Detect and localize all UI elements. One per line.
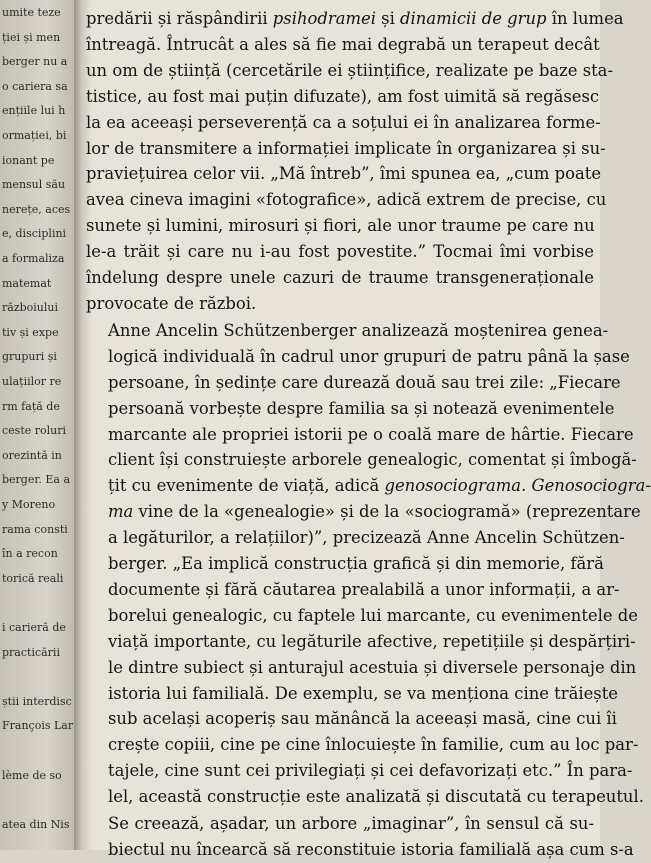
text-line [86,32,600,58]
text-run: a legăturilor, a relațiilor)”, precizează Anne Ancelin Schützen- [108,528,625,548]
text-run: marcante ale propriei istorii pe o coală mare de hârtie. Fiecare [108,424,634,444]
adjacent-page-line: grupuri și [2,350,57,364]
text-line [86,681,618,707]
italic-term: Genosociogra- [531,476,651,496]
italic-term: genosociograma [384,476,522,496]
adjacent-page-line: rm față de [2,399,60,413]
text-run: avea cineva imagini «fotografice», adică extrem de precise, cu [86,190,607,210]
text-run: un om de știință (cercetările ei științifice, realizate pe baze sta- [86,60,613,80]
adjacent-page-line: berger nu a [2,55,68,69]
text-run: logică individuală în cadrul unor grupuri de patru până la șase [108,346,630,366]
adjacent-page-line: în a recon [2,547,58,561]
adjacent-page-edge [0,0,78,850]
text-line [86,603,638,629]
adjacent-page-line: ceste roluri [2,424,67,438]
adjacent-page-line: ției și men [2,30,61,44]
text-run: . [521,476,532,496]
adjacent-page-line: o cariera sa [2,79,68,93]
text-line [86,136,606,162]
text-run: și [375,9,401,28]
text-run: le dintre subiect și anturajul acestuia și diversele personaje din [108,657,637,677]
text-run: provocate de război. [86,293,257,313]
text-line [86,370,621,396]
text-run: întreagă. Întrucât a ales să fie mai degrabă un terapeut decât [86,34,600,54]
text-line [86,213,594,239]
adjacent-page-line: orezintă in [2,448,62,462]
text-line [86,525,625,551]
text-run: îndelung despre unele cazuri de traume transgeneraționale [86,268,594,288]
text-run: vine de la «genealogie» și de la «sociogramă» (reprezentare [133,502,641,522]
text-line [86,161,602,187]
text-run: în lumea [546,9,624,28]
text-line [86,811,594,837]
adjacent-page-line: a formaliza [2,252,65,265]
adjacent-page-line: știi interdisc [2,694,72,708]
italic-term: ma [108,502,134,522]
text-run: persoană vorbește despre familia sa și notează evenimentele [108,398,615,418]
text-run: sunete și lumini, mirosuri și fiori, ale unor traume pe care nu [86,216,595,236]
paragraph-3 [86,811,634,863]
text-line [86,629,636,655]
adjacent-page-line: berger. Ea a [2,473,71,487]
text-run: borelui genealogic, cu faptele lui marcante, cu evenimentele de [108,605,638,625]
adjacent-page-line: ormației, bi [2,129,67,142]
adjacent-page-line: y Moreno [2,498,56,511]
text-run: documente și fără căutarea prealabilă a unor informații, a ar- [108,579,620,599]
adjacent-page-line: rama consti [2,522,68,536]
text-run: biectul nu încearcă să reconstituie istoria familială așa cum s-a [108,840,634,859]
adjacent-page-line: mensul său [2,178,66,192]
text-run: persoane, în ședințe care durează două sau trei zile: „Fiecare [108,372,621,392]
text-line [86,499,641,525]
text-line [86,732,639,758]
text-line [86,110,601,136]
text-line [86,784,644,810]
text-run: țit cu evenimente de viață, adică [108,476,385,496]
adjacent-page-line: François Lar [2,719,74,733]
text-line [86,577,620,603]
adjacent-page-line: lème de so [2,768,62,782]
adjacent-page-line: ențiile lui h [2,104,66,118]
text-line [86,265,594,291]
paragraph-2 [86,318,651,810]
italic-term: psihodramei [272,9,376,28]
text-run: crește copiii, cine pe cine înlocuiește în familie, cum au loc par- [108,735,639,755]
text-line [86,473,651,499]
text-run: viață importante, cu legăturile afective, repetițiile și despărțiri- [108,631,636,651]
text-line [86,706,617,732]
adjacent-page-line: tiv și expe [2,325,59,339]
paragraph-1 [86,6,624,317]
text-run: lor de transmitere a informației implicate în organizarea și su- [86,138,606,158]
adjacent-page-line: umite teze [2,6,61,19]
text-run: lel, această construcție este analizată și discutată cu terapeutul. [108,787,644,807]
text-line [86,318,609,344]
text-run: berger. „Ea implică construcția grafică și din memorie, fără [108,554,604,574]
text-run: la ea aceeași perseverență ca a soțului ei în analizarea forme- [86,112,601,132]
text-run: sub același acoperiș sau mănâncă la aceeași masă, cine cui îi [108,709,617,729]
text-run: le-a trăit și care nu i-au fost povestite.” Tocmai îmi vorbise [86,242,594,262]
text-line [86,447,637,473]
text-line [86,344,630,370]
text-run: istoria lui familială. De exemplu, se va menționa cine trăiește [108,683,618,703]
text-line [86,422,634,448]
text-line [86,58,613,84]
adjacent-page-line: matemat [2,276,52,290]
adjacent-page-line: războiului [2,301,58,315]
text-line [86,551,604,577]
adjacent-page-line: e, disciplini [2,227,67,241]
adjacent-page-line: ionant pe [2,153,55,167]
adjacent-page-line: nerețe, aces [2,202,71,216]
text-line [86,396,615,422]
text-line [86,239,594,265]
text-run: tajele, cine sunt cei privilegiați și cei defavorizați etc.” În para- [108,761,633,781]
text-line [86,187,607,213]
text-run: Se creează, așadar, un arbore „imaginar”, în sensul că su- [108,814,594,834]
body-text [86,6,651,863]
adjacent-page-line: torică reali [2,571,64,585]
italic-term: dinamicii de grup [400,9,547,28]
text-line [86,291,594,317]
text-run: client își construiește arborele genealogic, comentat și îmbogă- [108,450,637,470]
text-line [86,758,633,784]
text-line [86,655,637,681]
adjacent-page-line: i carieră de [2,621,66,634]
text-run: predării și răspândirii [86,9,273,28]
text-line [86,6,624,32]
adjacent-page-line: atea din Nis [2,817,70,831]
text-line [86,837,634,863]
text-line [86,84,600,110]
adjacent-page-line: practicării [2,645,60,659]
text-run: Anne Ancelin Schützenberger analizează moștenirea genea- [108,320,609,340]
text-run: praviețuirea celor vii. „Mă întreb”, îmi spunea ea, „cum poate [86,164,602,184]
text-run: tistice, au fost mai puțin difuzate), am fost uimită să regăsesc [86,86,600,106]
adjacent-page-line: ulațiilor re [2,375,62,388]
